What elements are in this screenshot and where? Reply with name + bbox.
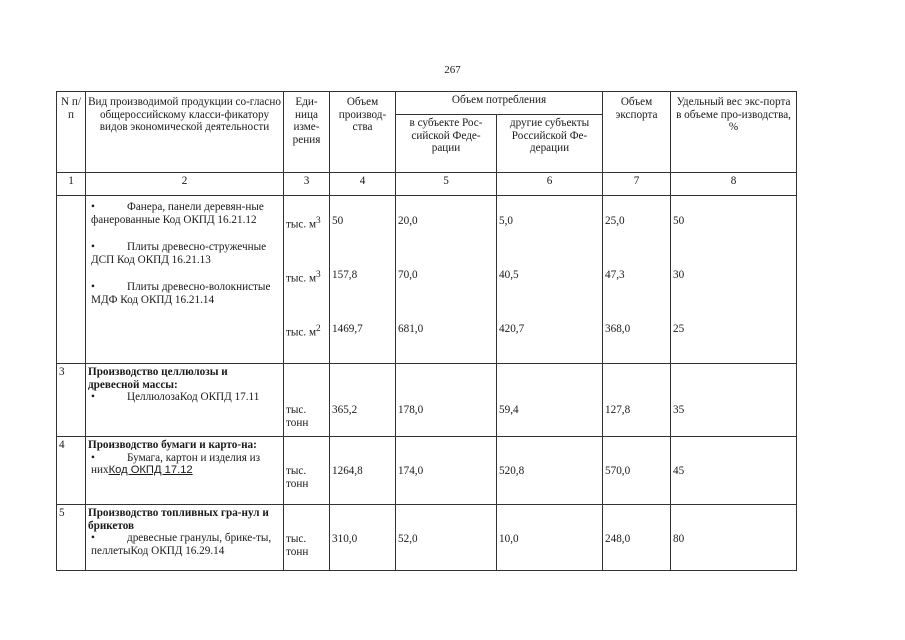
col-number: 6	[497, 173, 603, 196]
col-number: 8	[671, 173, 797, 196]
row-number	[57, 196, 86, 364]
header-export-share: Удельный вес экс-порта в объеме про-изводства, %	[671, 92, 797, 173]
col-number: 5	[396, 173, 497, 196]
share-cell: 45	[671, 437, 797, 505]
header-product: Вид производимой продукции со-гласно общероссийскому класси-фикатору видов экономической деятельности	[86, 92, 284, 173]
row-number: 5	[57, 505, 86, 571]
list-item: •ЦеллюлозаКод ОКПД 17.11	[88, 391, 281, 404]
product-cell	[86, 364, 284, 437]
list-item: •Бумага, картон и изделия из нихКод ОКПД 17.12	[88, 452, 281, 477]
section-title: Производство топливных гра-нул и брикетов	[88, 507, 269, 532]
row-number: 3	[57, 364, 86, 437]
list-item: •древесные гранулы, брике-ты, пеллетыКод ОКПД 16.29.14	[88, 532, 281, 557]
okpd-code-link[interactable]: Код ОКПД 17.12	[108, 464, 193, 476]
table-row	[57, 437, 797, 505]
unit-cell: тыс. тонн	[284, 364, 330, 437]
page-number: 267	[444, 64, 461, 76]
product-cell	[86, 196, 284, 364]
table-row	[57, 196, 797, 364]
header-export: Объем экспорта	[603, 92, 671, 173]
region-cell: 52,0	[396, 505, 497, 571]
col-number: 2	[86, 173, 284, 196]
unit-cell: тыс. тонн	[284, 505, 330, 571]
list-item: •Плиты древесно-стружечные ДСП Код ОКПД 16.21.13	[88, 241, 281, 279]
other-regions-cell: 59,4	[497, 364, 603, 437]
other-regions-cell: 520,8	[497, 437, 603, 505]
share-cell: 80	[671, 505, 797, 571]
col-number: 1	[57, 173, 86, 196]
header-production: Объем производ-ства	[330, 92, 396, 173]
header-num: N п/п	[57, 92, 86, 173]
share-cell: 35	[671, 364, 797, 437]
production-cell: 365,2	[330, 364, 396, 437]
export-cell: 248,0	[603, 505, 671, 571]
region-cell: 178,0	[396, 364, 497, 437]
section-title: Производство бумаги и карто-на:	[88, 439, 257, 451]
col-number: 4	[330, 173, 396, 196]
section-title: Производство целлюлозы и древесной массы:	[88, 366, 228, 391]
header-region: в субъекте Рос-сийской Феде-рации	[396, 115, 497, 173]
production-cell: 310,0	[330, 505, 396, 571]
export-cell: 570,0	[603, 437, 671, 505]
list-item: •Фанера, панели деревян-ные фанерованные Код ОКПД 16.21.12	[88, 201, 281, 239]
list-item: •Плиты древесно-волокнистые МДФ Код ОКПД 16.21.14	[88, 281, 281, 319]
header-unit: Еди-ница изме-рения	[284, 92, 330, 173]
other-regions-cell: 5,0 40,5 420,7	[497, 196, 603, 364]
production-cell: 1264,8	[330, 437, 396, 505]
table-row	[57, 505, 797, 571]
table-row	[57, 364, 797, 437]
export-cell: 127,8	[603, 364, 671, 437]
unit-cell: тыс. тонн	[284, 437, 330, 505]
product-cell	[86, 437, 284, 505]
production-cell: 50 157,8 1469,7	[330, 196, 396, 364]
production-table	[56, 91, 797, 571]
other-regions-cell: 10,0	[497, 505, 603, 571]
row-number: 4	[57, 437, 86, 505]
col-number: 3	[284, 173, 330, 196]
region-cell: 20,0 70,0 681,0	[396, 196, 497, 364]
column-number-row	[57, 173, 797, 196]
share-cell: 50 30 25	[671, 196, 797, 364]
col-number: 7	[603, 173, 671, 196]
unit-cell: тыс. $м^3$ тыс. $м^3$ тыс. $м^2$	[284, 196, 330, 364]
export-cell: 25,0 47,3 368,0	[603, 196, 671, 364]
header-other-regions: другие субъекты Российской Фе-дерации	[497, 115, 603, 173]
header-row	[57, 92, 797, 115]
header-consumption: Объем потребления	[396, 92, 603, 115]
region-cell: 174,0	[396, 437, 497, 505]
product-cell	[86, 505, 284, 571]
